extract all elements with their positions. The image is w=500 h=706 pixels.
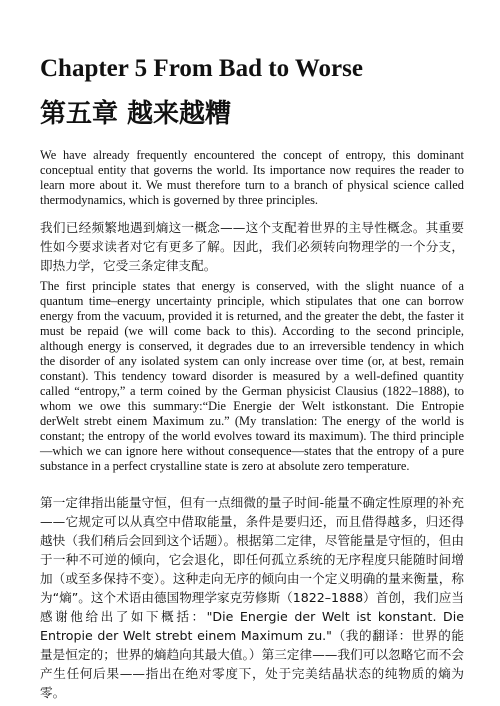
- paragraph-en: The first principle states that energy is conserved, with the slight nuance of a quantum time–energy uncertainty principle, which stipulates that one can borrow energy from the vacuum, provided it is returned, and the greater the debt, the faster it must be repaid (we will come back to this). According to the second principle, although energy is conserved, it degrades due to an irreversible tendency in which the disorder of any isolated system can only increase over time (or, at best, remain constant). This tendency toward disorder is measured by a well-defined quantity called “entropy,” a term coined by the German physicist Clausius (1822–1888), to whom we owe this summary:“Die Energie der Welt istkonstant. Die Entropie derWelt strebt einem Maximum zu.” (My translation: The energy of the world is constant; the entropy of the world evolves toward its maximum). The third principle—which we can ignore here without consequence—states that the entropy of a pure substance in a perfect crystalline state is zero at absolute zero temperature.: [40, 279, 464, 473]
- paragraph-zh: 第一定律指出能量守恒，但有一点细微的量子时间-能量不确定性原理的补充——它规定可以从真空中借取能量，条件是要归还，而且借得越多，归还得越快（我们稍后会回到这个话题）。根据第二定律，尽管能量是守恒的，但由于一种不可逆的倾向，它会退化，即任何孤立系统的无序程度只能随时间增加（或至多保持不变）。这种走向无序的倾向由一个定义明确的量来衡量，称为“熵”。这个术语由德国物理学家克劳修斯（1822–1888）首创，我们应当感谢他给出了如下概括："Die Energie der Welt ist konstant. Die Entropie der Welt strebt einem Maximum zu."（我的翻译：世界的能量是恒定的；世界的熵趋向其最大值。）第三定律——我们可以忽略它而不会产生任何后果——指出在绝对零度下，处于完美结晶状态的纯物质的熵为零。: [40, 495, 464, 700]
- paragraph-en: We have already frequently encountered the concept of entropy, this dominant conceptual entity that governs the world. Its importance now requires the reader to learn more about it. We must therefore turn to a branch of physical science called thermodynamics, which is governed by three principles.: [40, 148, 464, 207]
- chapter-title-en: Chapter 5 From Bad to Worse: [40, 55, 363, 82]
- chapter-title-zh: 第五章 越来越糟: [40, 99, 232, 129]
- paragraph-zh: 我们已经频繁地遇到熵这一概念——这个支配着世界的主导性概念。其重要性如今要求读者对它有更多了解。因此，我们必须转向物理学的一个分支，即热力学，它受三条定律支配。: [40, 220, 464, 273]
